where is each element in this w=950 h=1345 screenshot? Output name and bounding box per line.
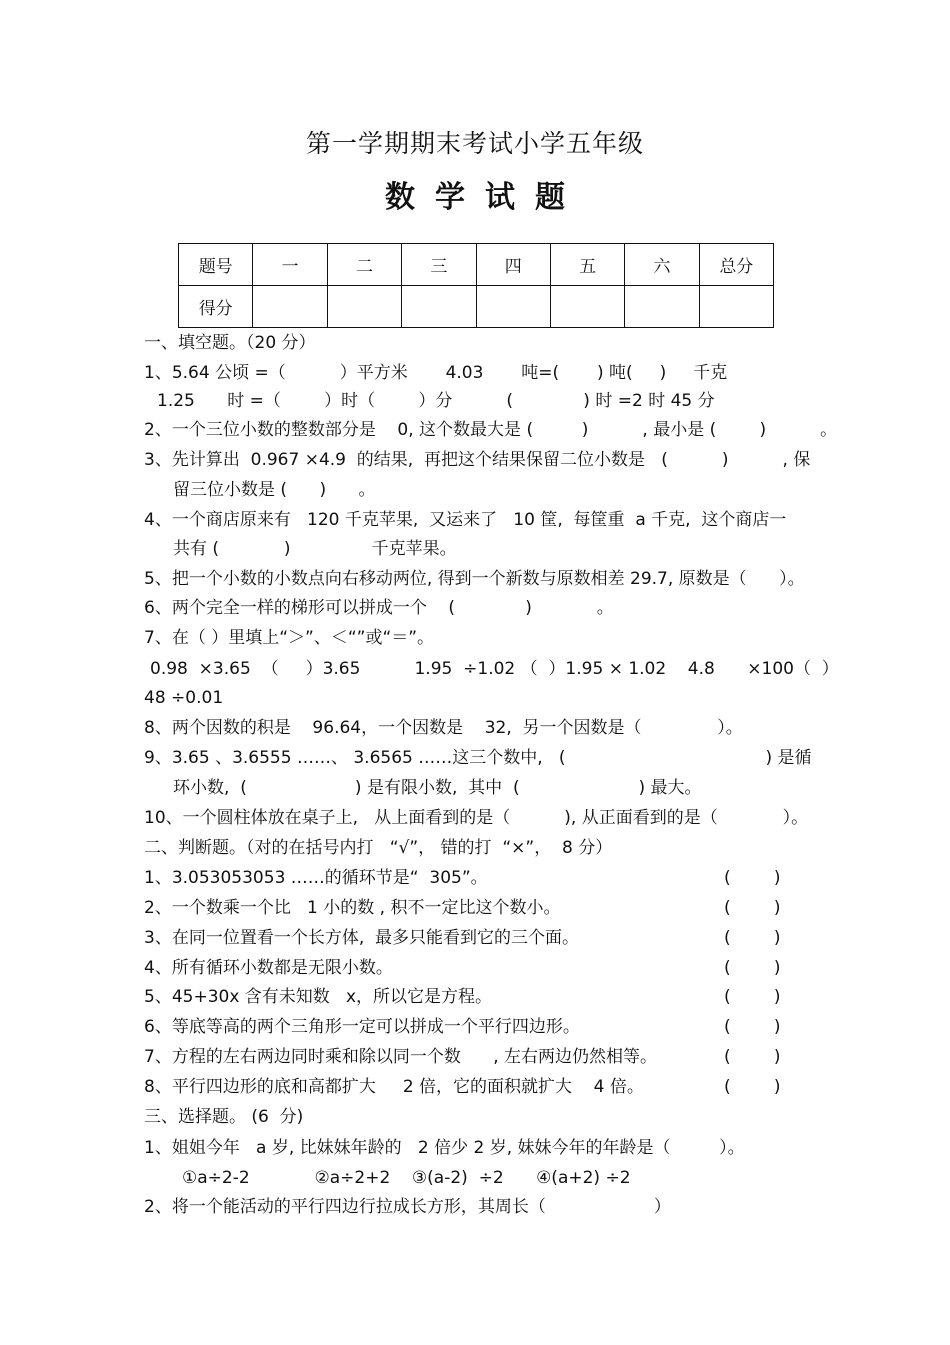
section2-heading: 二、判断题。（对的在括号内打 “√”， 错的打 “×”， 8 分） [144, 838, 613, 858]
judgment-item: 5、45+30x 含有未知数 x，所以它是方程。 [144, 987, 493, 1007]
judgment-item: 6、等底等高的两个三角形一定可以拼成一个平行四边形。 [144, 1017, 580, 1037]
section1-heading: 一、填空题。（20 分） [144, 333, 316, 353]
answer-parentheses[interactable]: ( ) [724, 958, 781, 978]
question-line: 0.98 ×3.65 （ ）3.65 1.95 ÷1.02 （ ）1.95 × 1.02 4.8 ×100（ ） [150, 659, 839, 679]
judgment-item: 3、在同一位置看一个长方体, 最多只能看到它的三个面。 [144, 928, 580, 948]
score-blank-cell[interactable] [402, 286, 476, 328]
score-label-cell: 得分 [179, 286, 253, 328]
question-line: 1、5.64 公顷 =（ ）平方米 4.03 吨=( ) 吨( ) 千克 [144, 363, 728, 383]
question-line: 48 ÷0.01 [144, 688, 224, 708]
question-line: 5、把一个小数的小数点向右移动两位, 得到一个新数与原数相差 29.7, 原数是（ ）。 [144, 569, 805, 589]
score-blank-cell[interactable] [253, 286, 327, 328]
page-subtitle: 数学试题 [385, 180, 585, 215]
question-line: 6、两个完全一样的梯形可以拼成一个 ( ) 。 [144, 598, 614, 618]
answer-parentheses[interactable]: ( ) [724, 1017, 781, 1037]
score-table-header-row [179, 244, 774, 286]
judgment-item: 4、所有循环小数都是无限小数。 [144, 958, 393, 978]
score-table-score-row [179, 286, 774, 328]
answer-parentheses[interactable]: ( ) [724, 1077, 781, 1097]
judgment-item: 7、方程的左右两边同时乘和除以同一个数 , 左右两边仍然相等。 [144, 1047, 658, 1067]
score-header-cell: 五 [550, 244, 624, 286]
answer-parentheses[interactable]: ( ) [724, 868, 781, 888]
question-line: 4、一个商店原来有 120 千克苹果, 又运来了 10 筐, 每筐重 a 千克, 这个商店一 [144, 510, 787, 530]
question-line: 8、两个因数的积是 96.64，一个因数是 32, 另一个因数是（ ）。 [144, 718, 743, 738]
answer-parentheses[interactable]: ( ) [724, 928, 781, 948]
score-header-cell: 三 [402, 244, 476, 286]
judgment-item: 8、平行四边形的底和高都扩大 2 倍，它的面积就扩大 4 倍。 [144, 1077, 644, 1097]
score-blank-cell[interactable] [699, 286, 773, 328]
score-header-cell: 总分 [699, 244, 773, 286]
answer-parentheses[interactable]: ( ) [724, 1047, 781, 1067]
question-line: 7、在（ ）里填上“＞”、＜“”或“＝”。 [144, 628, 435, 648]
score-header-cell: 六 [625, 244, 699, 286]
choice-options: ①a÷2-2 ②a÷2+2 ③(a-2) ÷2 ④(a+2) ÷2 [182, 1168, 631, 1188]
score-blank-cell[interactable] [550, 286, 624, 328]
section3-heading: 三、选择题。 (6 分) [144, 1107, 304, 1127]
question-line: 10、一个圆柱体放在桌子上, 从上面看到的是（ ), 从正面看到的是（ ）。 [144, 808, 809, 828]
question-line: 共有 ( ) 千克苹果。 [173, 539, 457, 559]
score-header-cell: 四 [476, 244, 550, 286]
score-header-cell: 一 [253, 244, 327, 286]
score-header-cell: 题号 [179, 244, 253, 286]
judgment-item: 1、3.053053053 ……的循环节是“ 305”。 [144, 868, 488, 888]
question-line: 2、将一个能活动的平行四边行拉成长方形，其周长（ ） [144, 1197, 671, 1217]
score-blank-cell[interactable] [327, 286, 401, 328]
question-line: 3、先计算出 0.967 ×4.9 的结果, 再把这个结果保留二位小数是 ( ) , 保 [144, 450, 811, 470]
question-line: 2、一个三位小数的整数部分是 0, 这个数最大是 ( ) , 最小是 ( ) 。 [144, 420, 838, 440]
question-line: 9、3.65 、3.6555 ……、 3.6565 ……这三个数中, ( ) 是循 [144, 748, 812, 768]
answer-parentheses[interactable]: ( ) [724, 898, 781, 918]
question-line: 环小数, ( ) 是有限小数, 其中 ( ) 最大。 [173, 778, 702, 798]
question-line: 留三位小数是 ( ) 。 [173, 480, 376, 500]
score-table [178, 243, 774, 328]
score-header-cell: 二 [327, 244, 401, 286]
score-blank-cell[interactable] [625, 286, 699, 328]
question-line: 1、姐姐今年 a 岁, 比妹妹年龄的 2 倍少 2 岁, 妹妹今年的年龄是（ ）。 [144, 1138, 745, 1158]
answer-parentheses[interactable]: ( ) [724, 987, 781, 1007]
judgment-item: 2、一个数乘一个比 1 小的数 , 积不一定比这个数小。 [144, 898, 561, 918]
page-title: 第一学期期末考试小学五年级 [305, 129, 644, 158]
question-line: 1.25 时 =（ ）时（ ）分 ( ) 时 =2 时 45 分 [157, 391, 715, 411]
score-blank-cell[interactable] [476, 286, 550, 328]
